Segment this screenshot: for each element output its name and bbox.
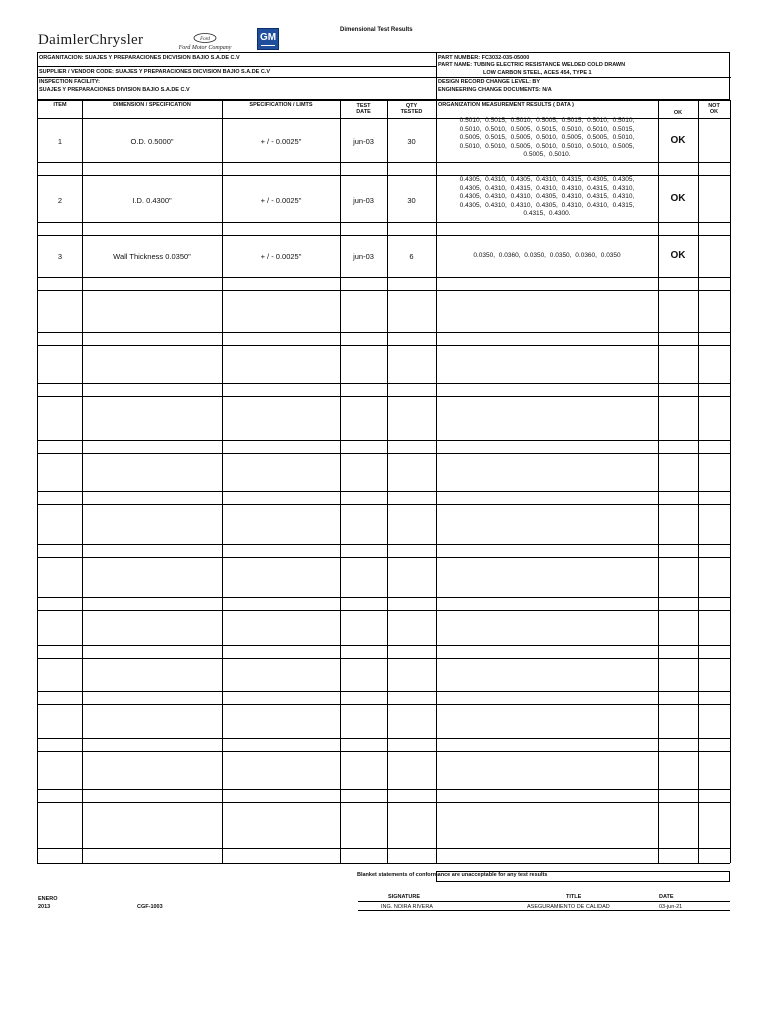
inspection-facility-value: SUAJES Y PREPARACIONES DIVISION BAJIO S.A.DE C.V <box>39 87 190 93</box>
date-value: 03-jun-21 <box>659 904 683 910</box>
table-column-divider <box>222 100 223 863</box>
col-header-qty-line2: TESTED <box>400 109 423 115</box>
daimlerchrysler-logo-text: DaimlerChrysler <box>38 32 144 48</box>
row1-date: jun-03 <box>353 137 374 146</box>
table-row-divider <box>37 504 730 505</box>
table-row-divider <box>37 345 730 346</box>
table-column-divider <box>340 100 341 863</box>
footer-year: 2013 <box>38 904 51 910</box>
table-row-divider <box>37 848 730 849</box>
table-row-divider <box>37 658 730 659</box>
row2-measurement-line: 0.4305, 0.4310, 0.4310, 0.4305, 0.4310, 0.4310, 0.4315, <box>459 201 635 209</box>
row2-measurement-line: 0.4305, 0.4310, 0.4310, 0.4305, 0.4310, 0.4315, 0.4310, <box>459 193 635 200</box>
table-row-divider <box>37 738 730 739</box>
table-row-divider <box>37 645 730 646</box>
document-title: Dimensional Test Results <box>340 27 413 33</box>
table-row-divider <box>37 235 730 236</box>
signature-label: SIGNATURE <box>388 894 420 900</box>
table-row-divider <box>37 802 730 803</box>
table-row-divider <box>37 453 730 454</box>
table-row-divider <box>37 277 730 278</box>
table-row-divider <box>37 557 730 558</box>
ford-logo-text: Ford Motor Company <box>178 45 232 51</box>
supplier-field: SUPPLIER / VENDOR CODE: SUAJES Y PREPARACIONES DICVISION BAJIO S.A.DE C.V <box>39 69 271 75</box>
row3-item: 3 <box>57 252 63 261</box>
row2-measurement-line: 0.4315, 0.4300. <box>523 210 571 217</box>
row2-measurements <box>437 176 657 219</box>
row1-measurement-line: 0.5010, 0.5015, 0.5010, 0.5005, 0.5015, 0.5010, 0.5010, <box>459 117 635 124</box>
col-header-test-date <box>340 103 387 115</box>
daimlerchrysler-logo <box>38 32 143 49</box>
table-row-divider <box>37 789 730 790</box>
table-column-divider <box>658 100 659 863</box>
col-header-test-date-line1: TEST <box>356 103 371 109</box>
row2-result-ok: OK <box>670 193 686 204</box>
design-record-field: DESIGN RECORD CHANGE LEVEL: BY <box>438 79 541 85</box>
col-header-not-ok <box>698 103 730 115</box>
title-value: ASEGURAMIENTO DE CALIDAD <box>527 904 610 910</box>
col-header-spec: SPECIFICATION / LIMTS <box>249 102 313 108</box>
row2-spec: + / - 0.0025" <box>260 196 302 205</box>
table-row-divider <box>37 290 730 291</box>
table-column-divider <box>37 100 38 863</box>
col-header-results: ORGANIZATION MEASUREMENT RESULTS ( DATA ) <box>438 102 574 108</box>
table-row-divider <box>37 691 730 692</box>
table-row-divider <box>37 610 730 611</box>
col-header-dimension: DIMENSION / SPECIFICATION <box>113 102 191 108</box>
col-header-qty-line1: QTY <box>405 103 418 109</box>
gm-logo-text: GM <box>259 32 277 43</box>
footer-month: ENERO <box>38 896 58 902</box>
table-row-divider <box>37 396 730 397</box>
col-header-qty <box>387 103 436 115</box>
table-row-divider <box>37 751 730 752</box>
table-row-divider <box>37 440 730 441</box>
col-header-not-ok-line2: OK <box>709 109 719 115</box>
col-header-test-date-line2: DATE <box>356 109 371 115</box>
signature-bottom-rule <box>358 910 730 911</box>
table-column-divider <box>82 100 83 863</box>
row1-result-ok: OK <box>670 135 686 146</box>
ford-logo <box>175 31 235 51</box>
row1-dimension: O.D. 0.5000" <box>130 137 174 146</box>
row3-qty: 6 <box>409 252 414 261</box>
row2-measurement-line: 0.4305, 0.4310, 0.4315, 0.4310, 0.4310, 0.4315, 0.4310, <box>459 184 635 192</box>
row3-spec: + / - 0.0025" <box>260 252 302 261</box>
info-header-box <box>37 52 730 100</box>
row1-measurement-line: 0.5005, 0.5015, 0.5005, 0.5010, 0.5005, 0.5005, 0.5010, <box>459 134 635 141</box>
row1-measurements <box>437 117 657 160</box>
table-row-divider <box>37 597 730 598</box>
table-column-divider <box>698 100 699 863</box>
col-header-not-ok-line1: NOT <box>708 103 720 109</box>
table-row-divider <box>37 222 730 223</box>
table-column-divider <box>730 100 731 863</box>
signature-value: ING. NOIRA RIVERA <box>381 904 433 910</box>
conformance-note: Blanket statements of conformance are unacceptable for any test results <box>357 872 548 878</box>
table-row-divider <box>37 704 730 705</box>
row2-measurement-line: 0.4305, 0.4310, 0.4305, 0.4310, 0.4315, 0.4305, 0.4305, <box>459 176 635 183</box>
row1-item: 1 <box>57 137 63 146</box>
row3-measurement-line: 0.0350, 0.0360, 0.0350, 0.0350, 0.0360, 0.0350 <box>473 252 621 259</box>
row2-qty: 30 <box>407 196 416 205</box>
row1-measurement-line: 0.5010, 0.5010, 0.5005, 0.5010, 0.5010, 0.5010, 0.5005, <box>459 142 635 150</box>
row1-measurement-line: 0.5005, 0.5010. <box>523 151 571 158</box>
engineering-change-field: ENGINEERING CHANGE DOCUMENTS: N/A <box>438 87 552 93</box>
table-row-divider <box>37 544 730 545</box>
row1-qty: 30 <box>407 137 416 146</box>
row3-result-ok: OK <box>670 250 686 261</box>
col-header-item: ITEM <box>53 102 67 108</box>
table-column-divider <box>387 100 388 863</box>
col-header-ok: OK <box>673 110 683 116</box>
signature-rule <box>358 901 730 902</box>
table-row-divider <box>37 863 730 864</box>
title-label: TITLE <box>566 894 582 900</box>
row1-spec: + / - 0.0025" <box>260 137 302 146</box>
footer-form-code: CGF-1003 <box>137 904 163 910</box>
row2-dimension: I.D. 0.4300" <box>132 196 172 205</box>
date-label: DATE <box>659 894 674 900</box>
row3-date: jun-03 <box>353 252 374 261</box>
row3-measurements <box>437 252 657 261</box>
row3-dimension: Wall Thickness 0.0350" <box>113 252 191 261</box>
part-name-field: PART NAME: TUBING ELECTRIC RESISTANCE WELDED COLD DRAWN <box>438 62 626 68</box>
table-row-divider <box>37 491 730 492</box>
table-row-divider <box>37 100 730 101</box>
organization-field: ORGANITACION: SUAJES Y PREPARACIONES DICVISION BAJIO S.A.DE C.V <box>39 55 240 61</box>
note-box <box>436 871 730 882</box>
row2-item: 2 <box>57 196 63 205</box>
part-number-field: PART NUMBER: FC3032-035-05000 <box>438 55 530 61</box>
part-name-continued: LOW CARBON STEEL, ACES 454, TYPE 1 <box>483 70 592 76</box>
svg-text:Ford: Ford <box>200 37 210 42</box>
row2-date: jun-03 <box>353 196 374 205</box>
table-row-divider <box>37 383 730 384</box>
table-row-divider <box>37 162 730 163</box>
inspection-facility-label: INSPECTION FACILITY: <box>39 79 101 85</box>
table-row-divider <box>37 332 730 333</box>
gm-logo <box>257 28 279 50</box>
row1-measurement-line: 0.5010, 0.5010, 0.5005, 0.5015, 0.5010, 0.5010, 0.5015, <box>459 125 635 133</box>
